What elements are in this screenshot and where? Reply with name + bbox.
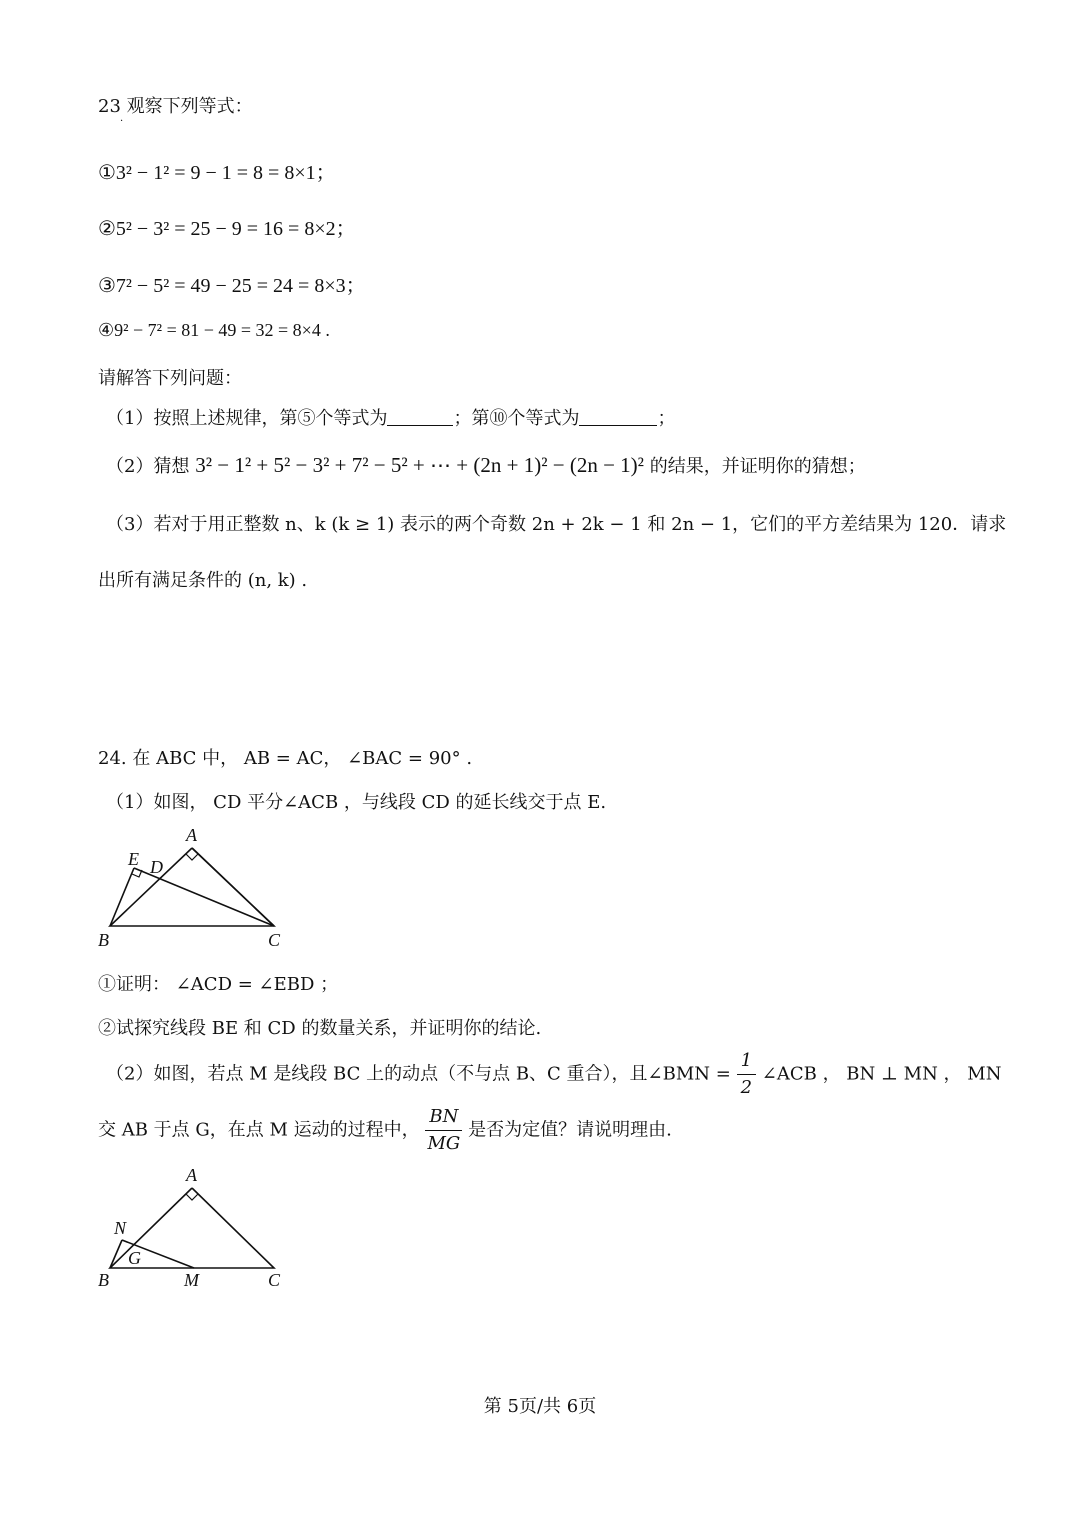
fraction-mg: MG bbox=[427, 1133, 461, 1154]
fraction-numerator: 1 bbox=[737, 1048, 756, 1075]
label-b: B bbox=[98, 1270, 109, 1290]
segment-ac bbox=[192, 848, 274, 926]
q23-part3-line2: 出所有满足条件的 (n, k) . bbox=[98, 570, 308, 591]
q24-part2-line1 bbox=[106, 1048, 1001, 1101]
fraction-one-half bbox=[737, 1048, 756, 1101]
label-b: B bbox=[98, 930, 109, 950]
segment-bn bbox=[110, 1240, 122, 1268]
label-c: C bbox=[268, 930, 281, 950]
label-m: M bbox=[184, 1270, 199, 1290]
stray-dot: · bbox=[120, 116, 124, 127]
fraction-bn: BN bbox=[425, 1104, 462, 1131]
q24-part2-line2 bbox=[98, 1104, 672, 1157]
answer-blank-10[interactable] bbox=[579, 407, 657, 426]
q24-part2-text-c: 交 AB 于点 G，在点 M 运动的过程中， bbox=[98, 1119, 420, 1141]
q23-part2-expression: 3² − 1² + 5² − 3² + 7² − 5² + ⋯ + (2n + 1)² − (2n − 1)² bbox=[195, 453, 644, 477]
q23-equation-4: ④9² − 7² = 81 − 49 = 32 = 8×4 . bbox=[98, 320, 330, 340]
q23-equation-2: ②5² − 3² = 25 − 9 = 16 = 8×2； bbox=[98, 218, 356, 240]
q23-part2-text-b: 的结果，并证明你的猜想； bbox=[649, 456, 866, 477]
fraction-denominator: 2 bbox=[740, 1077, 753, 1098]
q24-part2-text-a: （2）如图，若点 M 是线段 BC 上的动点（不与点 B、C 重合），且∠BMN = bbox=[106, 1063, 731, 1085]
label-g: G bbox=[128, 1248, 141, 1268]
q23-equation-3: ③7² − 5² = 49 − 25 = 24 = 8×3； bbox=[98, 275, 366, 297]
q24-part1: （1）如图， CD 平分∠ACB ，与线段 CD 的延长线交于点 E. bbox=[106, 792, 607, 813]
label-a: A bbox=[186, 825, 197, 845]
right-angle-mark-a bbox=[186, 1194, 198, 1200]
q23-part2 bbox=[106, 452, 866, 478]
label-d: D bbox=[150, 857, 163, 877]
page-footer: 第 5页/共 6页 bbox=[483, 1396, 597, 1417]
q23-part1-text-a: （1）按照上述规律，第⑤个等式为 bbox=[106, 408, 388, 429]
q23-part1-text-b: ；第⑩个等式为 bbox=[453, 408, 580, 429]
q23-prompt: 请解答下列问题： bbox=[98, 368, 242, 389]
fraction-bn-mg bbox=[425, 1104, 462, 1157]
q23-title: 23 观察下列等式： bbox=[98, 96, 253, 117]
q23-equation-1: ①3² − 1² = 9 − 1 = 8 = 8×1； bbox=[98, 162, 336, 184]
q23-part3-line1: （3）若对于用正整数 n、k (k ≥ 1) 表示的两个奇数 2n + 2k − 1 和 2n − 1，它们的平方差结果为 120．请求 bbox=[106, 514, 1007, 535]
figure-1-triangle bbox=[92, 822, 302, 954]
figure-2-triangle bbox=[92, 1162, 302, 1292]
right-angle-mark-a bbox=[186, 854, 198, 860]
q24-part2-text-d: 是否为定值？请说明理由. bbox=[468, 1119, 672, 1141]
q24-part1-i: ①证明： ∠ACD = ∠EBD ； bbox=[98, 974, 339, 995]
q23-part1-text-c: ； bbox=[657, 408, 676, 429]
label-n: N bbox=[114, 1218, 127, 1238]
answer-blank-5[interactable] bbox=[387, 407, 453, 426]
q23-part1 bbox=[106, 404, 675, 430]
segment-be bbox=[110, 868, 134, 926]
q24-part1-ii: ②试探究线段 BE 和 CD 的数量关系，并证明你的结论. bbox=[98, 1018, 542, 1039]
q24-title: 24. 在 ABC 中， AB = AC， ∠BAC = 90° . bbox=[98, 748, 473, 769]
q24-part2-text-b: ∠ACB ， BN ⊥ MN ， MN bbox=[761, 1063, 1002, 1085]
label-a: A bbox=[186, 1165, 197, 1185]
q23-part2-text-a: （2）猜想 bbox=[106, 456, 190, 477]
label-c: C bbox=[268, 1270, 281, 1290]
label-e: E bbox=[128, 849, 139, 869]
